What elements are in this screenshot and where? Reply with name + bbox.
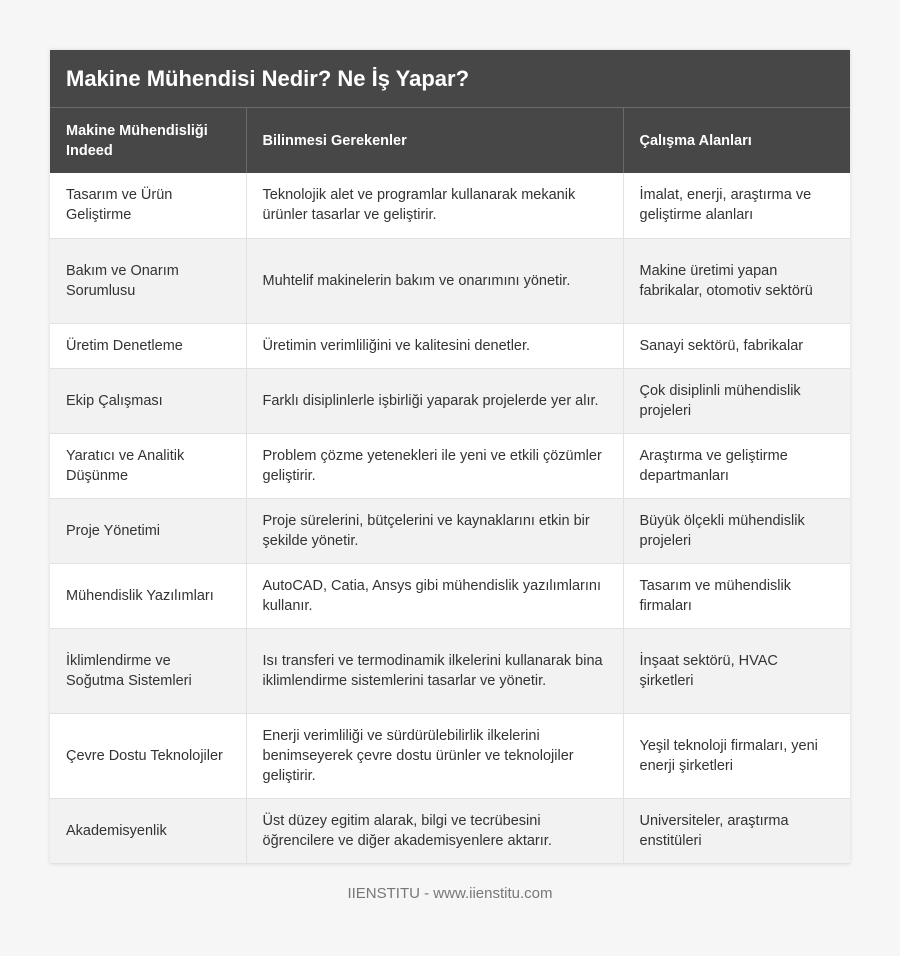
table-cell-role: Mühendislik Yazılımları (50, 563, 246, 628)
table-row (50, 323, 850, 368)
table-cell-role: Çevre Dostu Teknolojiler (50, 713, 246, 798)
table-row (50, 498, 850, 563)
column-header: Makine Mühendisliği Indeed (50, 108, 246, 173)
table-cell-requirements: Isı transferi ve termodinamik ilkelerini kullanarak bina iklimlendirme sistemlerini tasarlar ve yönetir. (246, 628, 623, 713)
table-cell-work-areas: İmalat, enerji, araştırma ve geliştirme alanları (623, 173, 850, 238)
table-row (50, 433, 850, 498)
table-cell-role: Üretim Denetleme (50, 323, 246, 368)
table-cell-work-areas: Tasarım ve mühendislik firmaları (623, 563, 850, 628)
column-header: Çalışma Alanları (623, 108, 850, 173)
table-cell-role: Bakım ve Onarım Sorumlusu (50, 238, 246, 323)
table-row (50, 368, 850, 433)
footer-credit: IIENSTITU - www.iienstitu.com (347, 885, 553, 902)
table-title: Makine Mühendisi Nedir? Ne İş Yapar? (50, 50, 850, 108)
table-cell-work-areas: İnşaat sektörü, HVAC şirketleri (623, 628, 850, 713)
table-cell-requirements: Problem çözme yetenekleri ile yeni ve etkili çözümler geliştirir. (246, 433, 623, 498)
table-cell-requirements: Proje sürelerini, bütçelerini ve kaynaklarını etkin bir şekilde yönetir. (246, 498, 623, 563)
table-cell-role: Akademisyenlik (50, 798, 246, 863)
table-cell-work-areas: Araştırma ve geliştirme departmanları (623, 433, 850, 498)
table-cell-role: Ekip Çalışması (50, 368, 246, 433)
table-cell-work-areas: Universiteler, araştırma enstitüleri (623, 798, 850, 863)
table-cell-requirements: Enerji verimliliği ve sürdürülebilirlik ilkelerini benimseyerek çevre dostu ürünler ve teknolojiler geliştirir. (246, 713, 623, 798)
info-table (50, 108, 850, 864)
table-cell-requirements: AutoCAD, Catia, Ansys gibi mühendislik yazılımlarını kullanır. (246, 563, 623, 628)
table-cell-role: Tasarım ve Ürün Geliştirme (50, 173, 246, 238)
table-cell-work-areas: Yeşil teknoloji firmaları, yeni enerji şirketleri (623, 713, 850, 798)
table-cell-work-areas: Çok disiplinli mühendislik projeleri (623, 368, 850, 433)
table-cell-requirements: Üst düzey egitim alarak, bilgi ve tecrübesini öğrencilere ve diğer akademisyenlere aktarır. (246, 798, 623, 863)
table-header-row (50, 108, 850, 173)
table-row (50, 563, 850, 628)
column-header: Bilinmesi Gerekenler (246, 108, 623, 173)
table-row (50, 798, 850, 863)
table-cell-work-areas: Makine üretimi yapan fabrikalar, otomotiv sektörü (623, 238, 850, 323)
table-row (50, 713, 850, 798)
table-cell-requirements: Farklı disiplinlerle işbirliği yaparak projelerde yer alır. (246, 368, 623, 433)
info-table-card (50, 50, 850, 864)
table-cell-role: Proje Yönetimi (50, 498, 246, 563)
table-cell-requirements: Teknolojik alet ve programlar kullanarak mekanik ürünler tasarlar ve geliştirir. (246, 173, 623, 238)
table-row (50, 238, 850, 323)
table-cell-requirements: Üretimin verimliliğini ve kalitesini denetler. (246, 323, 623, 368)
table-row (50, 628, 850, 713)
table-row (50, 173, 850, 238)
table-cell-role: Yaratıcı ve Analitik Düşünme (50, 433, 246, 498)
table-cell-work-areas: Büyük ölçekli mühendislik projeleri (623, 498, 850, 563)
table-cell-work-areas: Sanayi sektörü, fabrikalar (623, 323, 850, 368)
table-cell-role: İklimlendirme ve Soğutma Sistemleri (50, 628, 246, 713)
table-cell-requirements: Muhtelif makinelerin bakım ve onarımını yönetir. (246, 238, 623, 323)
